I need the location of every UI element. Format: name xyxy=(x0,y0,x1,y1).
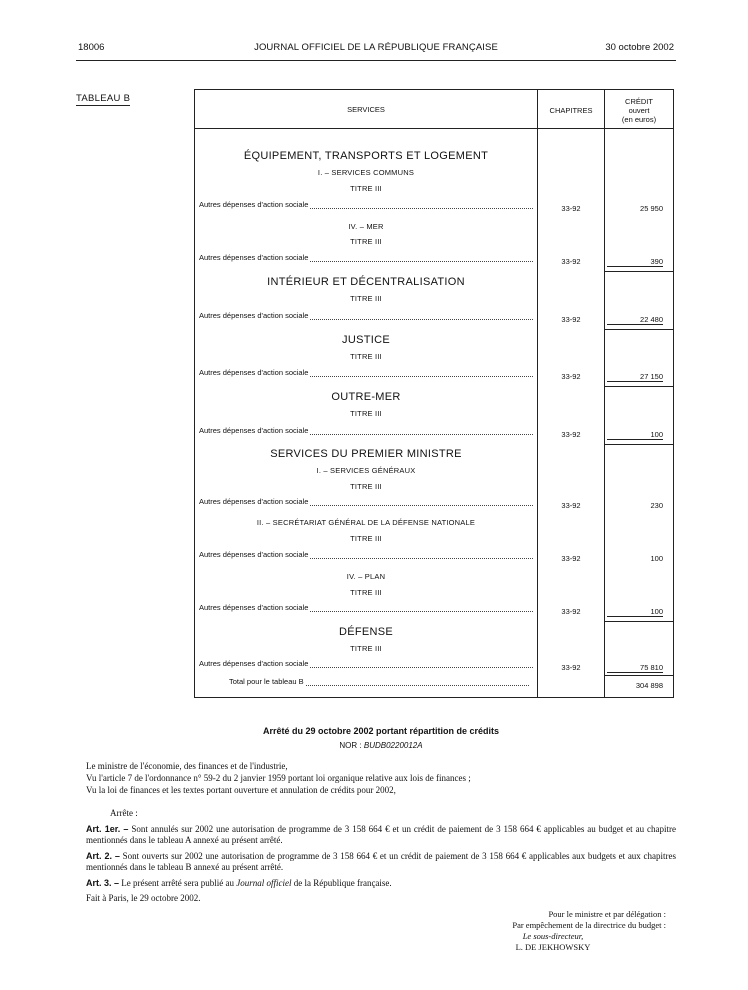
article-label: Art. 2. – xyxy=(86,851,120,861)
article-text: Sont ouverts sur 2002 une autorisation de programme de 3 158 664 € et un crédit de paiement de 3 158 664 € applicables aux budgets et aux chapitres mentionnés dans le tableau B annexé au présent arrêté. xyxy=(86,851,677,872)
titre-label: TITRE III xyxy=(350,352,382,361)
leader-dots xyxy=(310,497,533,506)
titre-label: TITRE III xyxy=(350,534,382,543)
article-label: Art. 3. – xyxy=(86,878,120,888)
credit-box-top xyxy=(605,271,673,272)
credits-table xyxy=(194,89,674,698)
paragraph: Le ministre de l'économie, des finances et de l'industrie, xyxy=(86,761,288,771)
table-row xyxy=(199,550,533,559)
chapter-value: 33-92 xyxy=(561,372,581,381)
section-subtitle: I. – SERVICES COMMUNS xyxy=(317,168,415,177)
chapter-value: 33-92 xyxy=(561,554,581,563)
titre-label: TITRE III xyxy=(350,237,382,246)
page-header xyxy=(78,42,674,58)
row-label: Autres dépenses d'action sociale xyxy=(199,659,309,668)
row-label: Autres dépenses d'action sociale xyxy=(199,426,309,435)
leader-dots xyxy=(310,253,533,262)
row-label: Autres dépenses d'action sociale xyxy=(199,368,309,377)
credit-value: 100 xyxy=(650,554,663,563)
section-title: DÉFENSE xyxy=(338,626,394,638)
titre-label: TITRE III xyxy=(350,588,382,597)
section-title: ÉQUIPEMENT, TRANSPORTS ET LOGEMENT xyxy=(243,150,489,162)
table-label: TABLEAU B xyxy=(76,93,131,104)
credit-value: 390 xyxy=(607,257,663,267)
chapter-value: 33-92 xyxy=(561,204,581,213)
chapter-value: 33-92 xyxy=(561,607,581,616)
col-header-credit xyxy=(605,97,673,124)
credit-value: 75 810 xyxy=(607,663,663,673)
article-text: de la République française. xyxy=(293,878,392,888)
chapter-value: 33-92 xyxy=(561,501,581,510)
article-3 xyxy=(86,878,676,889)
credit-value: 25 950 xyxy=(640,204,663,213)
fait-line: Fait à Paris, le 29 octobre 2002. xyxy=(86,893,201,903)
section-title: JUSTICE xyxy=(342,334,390,346)
publication-date: 30 octobre 2002 xyxy=(605,42,674,53)
section-subtitle: I. – SERVICES GÉNÉRAUX xyxy=(316,466,416,475)
paragraph: Vu la loi de finances et les textes portant ouverture et annulation de crédits pour 2002, xyxy=(86,785,396,795)
titre-label: TITRE III xyxy=(350,482,382,491)
section-title: OUTRE-MER xyxy=(331,391,401,403)
table-row xyxy=(199,603,533,612)
article-2 xyxy=(86,851,676,872)
leader-dots xyxy=(310,550,533,559)
signature-line: Par empêchement de la directrice du budget : xyxy=(512,920,666,930)
table-row xyxy=(199,659,533,668)
credit-value: 100 xyxy=(607,607,663,617)
table-row xyxy=(199,200,533,209)
titre-label: TITRE III xyxy=(350,644,382,653)
header-divider xyxy=(195,128,673,129)
section-subtitle: II. – SECRÉTARIAT GÉNÉRAL DE LA DÉFENSE NATIONALE xyxy=(256,518,476,527)
leader-dots xyxy=(310,426,533,435)
col-header-credit-line2: ouvert xyxy=(628,106,650,115)
col-divider-2 xyxy=(604,90,605,697)
col-header-credit-line3: (en euros) xyxy=(621,115,657,124)
arrete-word: Arrête : xyxy=(110,808,138,818)
total-row xyxy=(229,677,529,686)
section-title: SERVICES DU PREMIER MINISTRE xyxy=(270,448,462,460)
paragraph: Vu l'article 7 de l'ordonnance n° 59-2 du 2 janvier 1959 portant loi organique relative aux lois de finances ; xyxy=(86,773,471,783)
article-text: Le présent arrêté sera publié au xyxy=(121,878,234,888)
row-label: Autres dépenses d'action sociale xyxy=(199,311,309,320)
nor-value: BUDB0220012A xyxy=(363,741,423,750)
total-value: 304 898 xyxy=(635,681,663,690)
article-1 xyxy=(86,824,676,845)
chapter-value: 33-92 xyxy=(561,315,581,324)
journal-title: JOURNAL OFFICIEL DE LA RÉPUBLIQUE FRANÇAISE xyxy=(254,42,498,53)
signatory-title: Le sous-directeur, xyxy=(522,931,584,941)
leader-dots xyxy=(310,311,533,320)
table-row xyxy=(199,253,533,262)
chapter-value: 33-92 xyxy=(561,430,581,439)
article-label: Art. 1er. – xyxy=(86,824,129,834)
leader-dots xyxy=(310,368,533,377)
article-text: Sont annulés sur 2002 une autorisation de programme de 3 158 664 € et un crédit de paiement de 3 158 664 € applicables au budget et au chapitre mentionnés dans le tableau A annexé au présent arrêté. xyxy=(86,824,677,845)
signature-line: Pour le ministre et par délégation : xyxy=(548,909,666,919)
nor-reference xyxy=(86,741,676,750)
col-divider-1 xyxy=(537,90,538,697)
signatory-name: L. DE JEKHOWSKY xyxy=(515,942,591,952)
leader-dots xyxy=(310,200,533,209)
credit-value: 230 xyxy=(650,501,663,510)
titre-label: TITRE III xyxy=(350,184,382,193)
credit-box-top xyxy=(605,621,673,622)
credit-value: 22 480 xyxy=(607,315,663,325)
col-header-services: SERVICES xyxy=(347,105,385,114)
page-number: 18006 xyxy=(78,42,105,53)
col-header-chapitres: CHAPITRES xyxy=(549,106,593,115)
titre-label: TITRE III xyxy=(350,294,382,303)
leader-dots xyxy=(306,677,529,686)
row-label: Autres dépenses d'action sociale xyxy=(199,200,309,209)
arrete-title: Arrêté du 29 octobre 2002 portant répartition de crédits xyxy=(262,726,500,736)
section-subtitle: IV. – PLAN xyxy=(346,572,386,581)
row-label: Autres dépenses d'action sociale xyxy=(199,550,309,559)
table-row xyxy=(199,426,533,435)
table-row xyxy=(199,368,533,377)
leader-dots xyxy=(310,603,533,612)
credit-box-top xyxy=(605,329,673,330)
row-label: Autres dépenses d'action sociale xyxy=(199,603,309,612)
chapter-value: 33-92 xyxy=(561,257,581,266)
total-top-rule xyxy=(605,675,673,676)
row-label: Autres dépenses d'action sociale xyxy=(199,497,309,506)
leader-dots xyxy=(310,659,533,668)
chapter-value: 33-92 xyxy=(561,663,581,672)
credit-box-top xyxy=(605,386,673,387)
row-label: Autres dépenses d'action sociale xyxy=(199,253,309,262)
table-row xyxy=(199,497,533,506)
col-header-credit-line1: CRÉDIT xyxy=(625,97,653,106)
titre-label: TITRE III xyxy=(350,409,382,418)
credit-value: 27 150 xyxy=(607,372,663,382)
header-rule xyxy=(76,60,676,61)
credit-box-top xyxy=(605,444,673,445)
credit-value: 100 xyxy=(607,430,663,440)
table-row xyxy=(199,311,533,320)
journal-reference: Journal officiel xyxy=(236,878,292,888)
total-label: Total pour le tableau B xyxy=(229,677,304,686)
section-title: INTÉRIEUR ET DÉCENTRALISATION xyxy=(267,276,465,288)
section-subtitle: IV. – MER xyxy=(348,222,384,231)
signature-block xyxy=(440,909,666,953)
nor-label: NOR : xyxy=(339,741,362,750)
